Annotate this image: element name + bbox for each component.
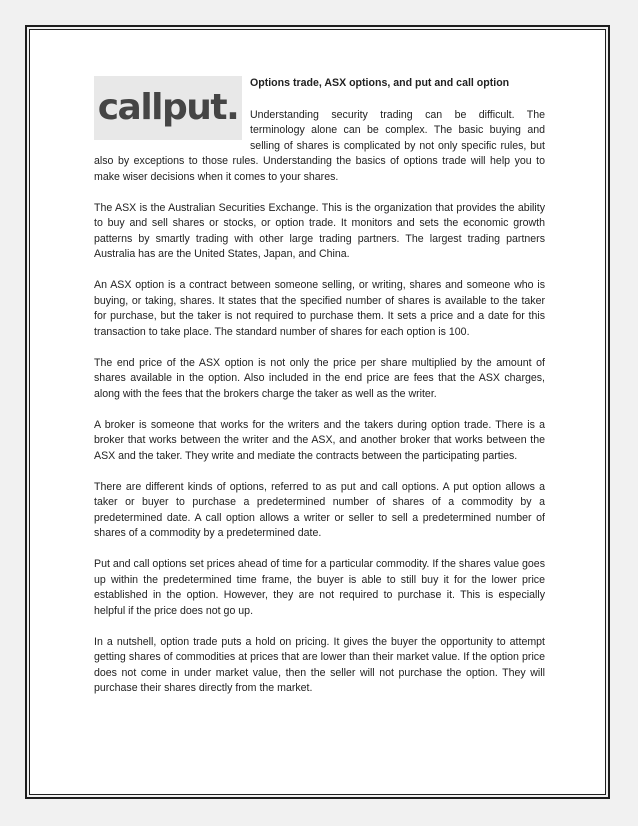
paragraph-8: In a nutshell, option trade puts a hold on pricing. It gives the buyer the opportunity to attempt getting shares of commodities at prices that are lower than their market value. If the option price does not come in under market value, then the seller will not purchase the option. They will purchase their shares directly from the market. [94, 635, 545, 694]
paragraph-5: A broker is someone that works for the writers and the takers during option trade. There is a broker that works between the writer and the ASX, and another broker that works between the ASX and the taker. They write and mediate the contracts between the participating parties. [94, 418, 545, 462]
paragraph-1: Understanding security trading can be difficult. The terminology alone can be complex. The basic buying and selling of shares is complicated by not only specific rules, but also by exceptions to those rules. Understanding the basics of options trade will help you to make wiser decisions when it comes to your shares. [94, 108, 545, 183]
article-body [94, 76, 545, 712]
paragraph-7: Put and call options set prices ahead of time for a particular commodity. If the shares value goes up within the predetermined time frame, the buyer is able to still buy it for the lower price established in the option. However, they are not required to purchase it. This is especially helpful if the price does not go up. [94, 558, 545, 617]
paragraph-6: There are different kinds of options, referred to as put and call options. A put option allows a taker or buyer to purchase a predetermined number of shares of a commodity by a predetermined date. A call option allows a writer or seller to sell a predetermined number of shares of a commodity by a predetermined date. [94, 480, 545, 539]
paragraph-3: An ASX option is a contract between someone selling, or writing, shares and someone who is buying, or taking, shares. It states that the specified number of shares is available to the taker for purchase, but the taker is not required to purchase them. It sets a price and a date for this transaction to take place. The standard number of shares for each option is 100. [94, 279, 545, 338]
paragraph-4: The end price of the ASX option is not only the price per share multiplied by the amount of shares available in the option. Also included in the end price are fees that the ASX charges, along with the fees that the brokers charge the taker as well as the writer. [94, 356, 545, 400]
logo-text: callput. [97, 87, 239, 129]
paragraph-2: The ASX is the Australian Securities Exchange. This is the organization that provides the ability to buy and sell shares or stocks, or option trade. It monitors and sets the economic growth patterns by smartly trading with other large trading partners. The largest trading partners Australia has are the United States, Japan, and China. [94, 201, 545, 260]
callput-logo [94, 76, 242, 140]
article-title: Options trade, ASX options, and put and call option [250, 77, 510, 89]
